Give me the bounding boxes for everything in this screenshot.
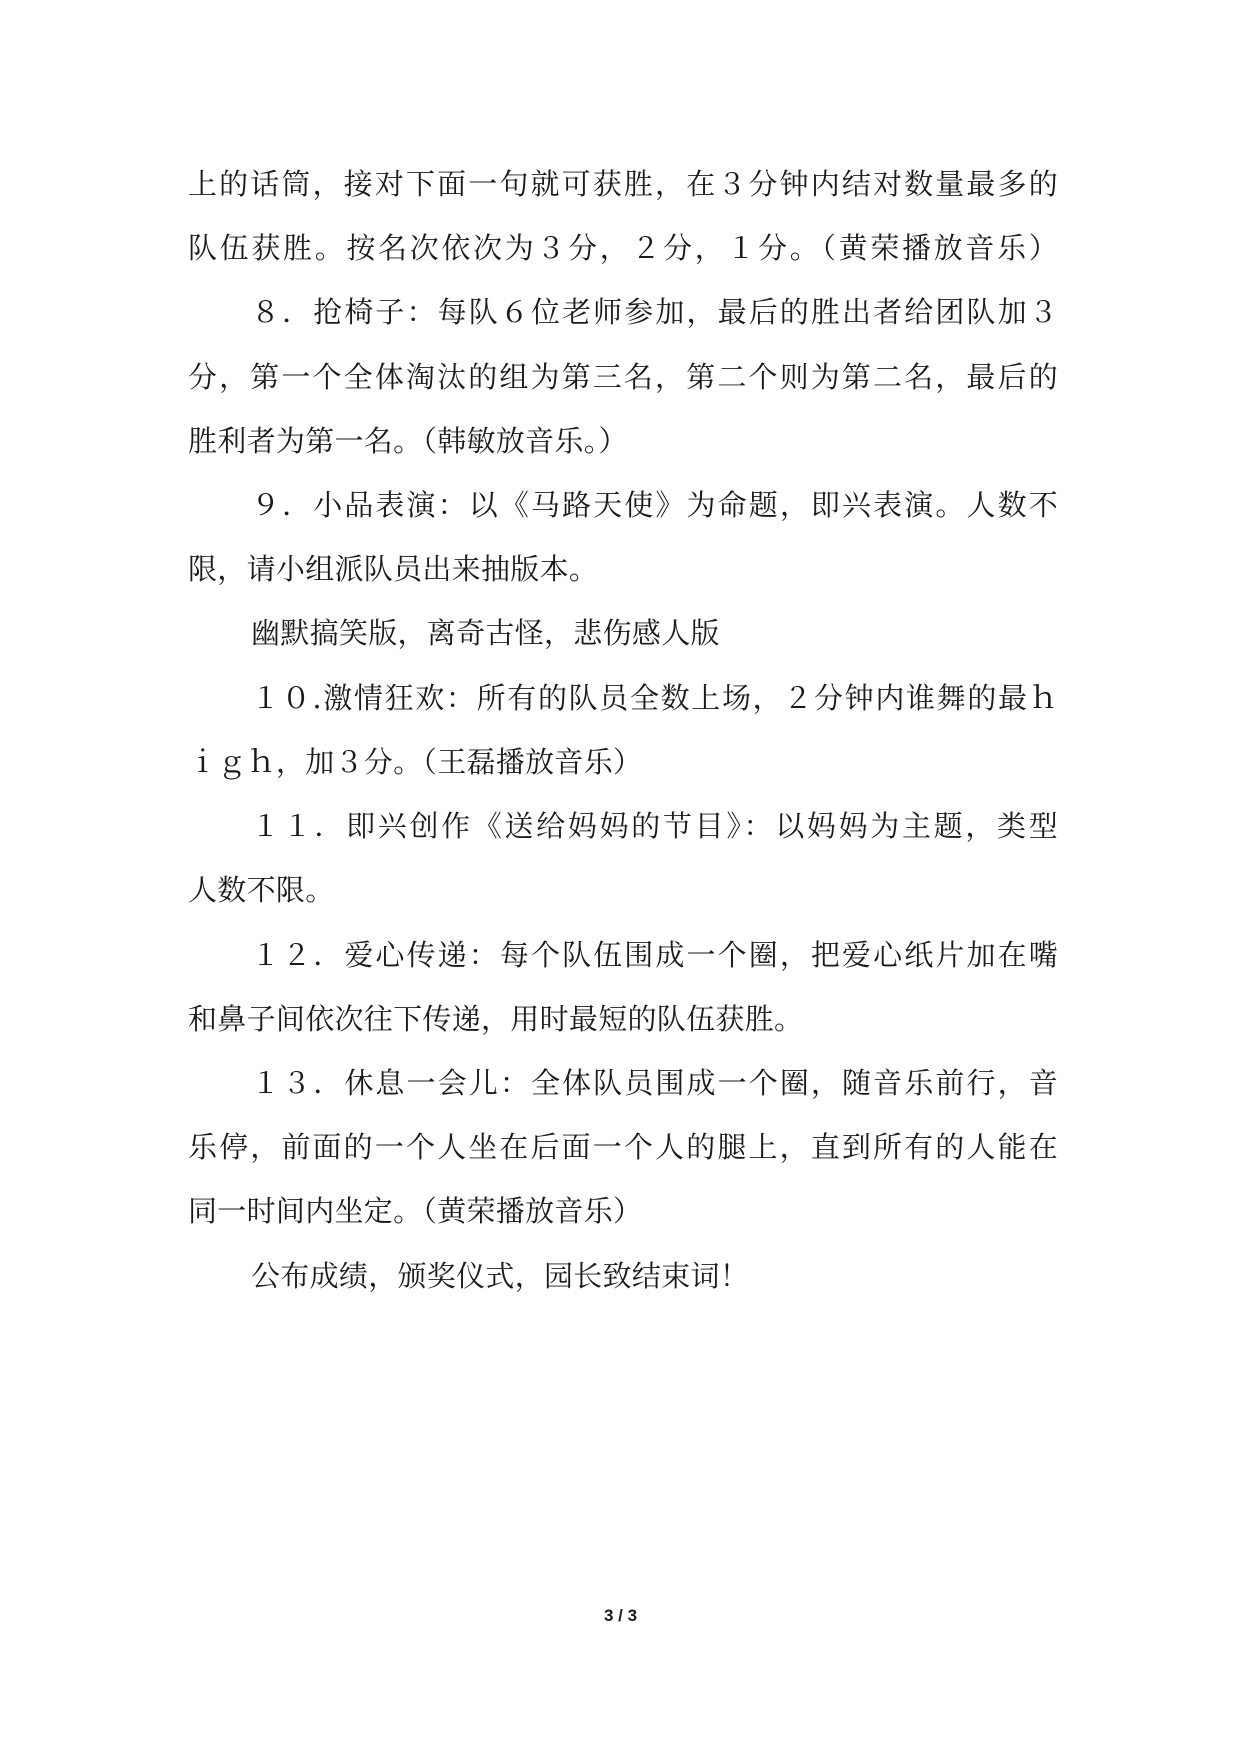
body-text-line: 队伍获胜。按名次依次为３分，２分，１分。（黄荣播放音乐） [188, 231, 1058, 265]
list-item-11-line: １１．即兴创作《送给妈妈的节目》：以妈妈为主题，类型 [251, 809, 1058, 843]
list-item-10-line: １０.激情狂欢：所有的队员全数上场，２分钟内谁舞的最ｈ [251, 681, 1058, 715]
body-text-line: 人数不限。 [188, 873, 335, 907]
list-item-13-line: １３．休息一会儿：全体队员围成一个圈，随音乐前行，音 [251, 1066, 1058, 1100]
body-text-line: 分，第一个全体淘汰的组为第三名，第二个则为第二名，最后的 [188, 360, 1058, 394]
body-text-line: 乐停，前面的一个人坐在后面一个人的腿上，直到所有的人能在 [188, 1130, 1058, 1164]
body-text-line: 同一时间内坐定。（黄荣播放音乐） [188, 1194, 643, 1228]
body-text-line: 胜利者为第一名。（韩敏放音乐。） [188, 424, 628, 458]
list-item-8-line: ８．抢椅子：每队６位老师参加，最后的胜出者给团队加３ [251, 295, 1058, 329]
body-text-line: ｉｇｈ，加３分。（王磊播放音乐） [188, 745, 643, 779]
body-text-line: 公布成绩，颁奖仪式，园长致结束词！ [251, 1259, 750, 1293]
body-text-line: 和鼻子间依次往下传递，用时最短的队伍获胜。 [188, 1002, 804, 1036]
body-text-line: 幽默搞笑版，离奇古怪，悲伤感人版 [251, 616, 720, 650]
page-number: 3 / 3 [603, 1606, 638, 1625]
body-text-line: 上的话筒，接对下面一句就可获胜，在３分钟内结对数量最多的 [188, 167, 1058, 201]
list-item-9-line: ９．小品表演：以《马路天使》为命题，即兴表演。人数不 [251, 488, 1058, 522]
body-text-line: 限，请小组派队员出来抽版本。 [188, 552, 599, 586]
list-item-12-line: １２．爱心传递：每个队伍围成一个圈，把爱心纸片加在嘴 [251, 938, 1058, 972]
